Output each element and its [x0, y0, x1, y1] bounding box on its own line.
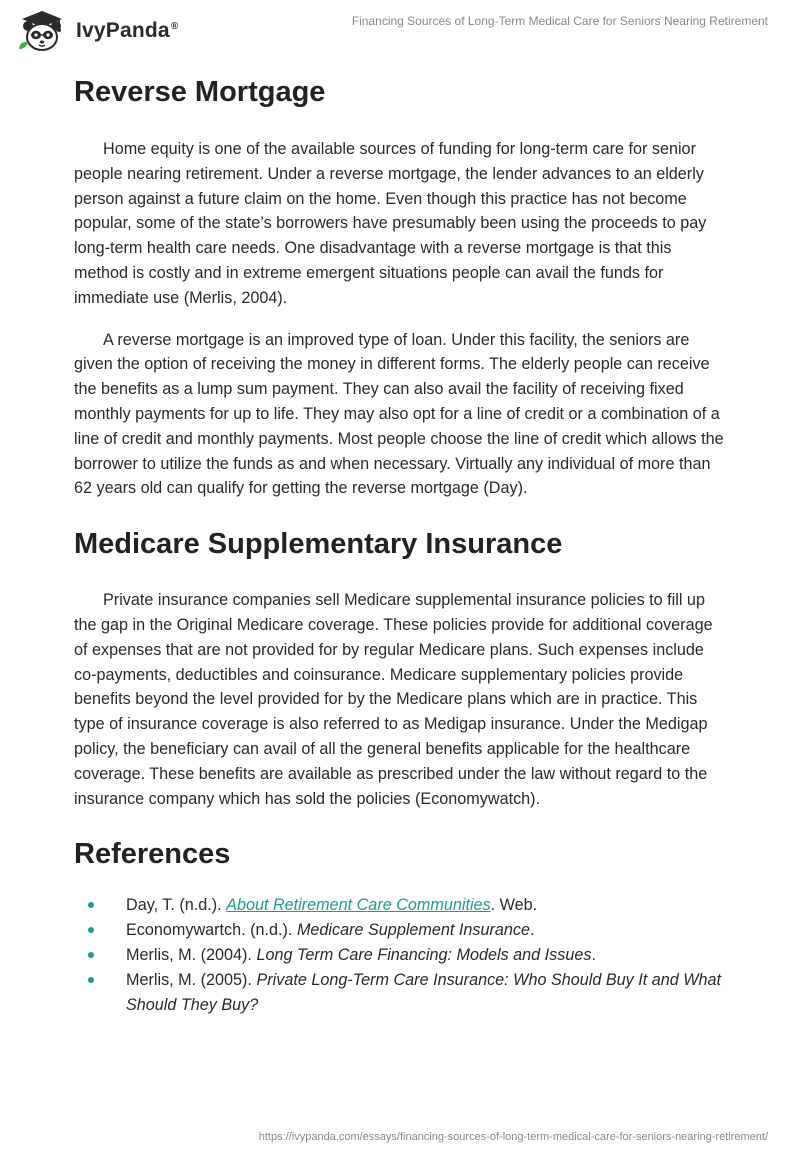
reference-item: Merlis, M. (2004). Long Term Care Financing: Models and Issues. — [74, 943, 726, 968]
document-title: Financing Sources of Long-Term Medical Care for Seniors Nearing Retirement — [351, 14, 768, 28]
footer-url[interactable]: https://ivypanda.com/essays/financing-sources-of-long-term-medical-care-for-seniors-nearing-retirement/ — [258, 1131, 768, 1143]
bullet-dot-icon — [88, 927, 94, 933]
bullet-dot-icon — [88, 902, 94, 908]
heading-medicare-supplementary: Medicare Supplementary Insurance — [74, 528, 563, 561]
reference-item: Day, T. (n.d.). About Retirement Care Communities. Web. — [74, 893, 726, 918]
paragraph-medicare-1: Private insurance companies sell Medicare supplemental insurance policies to fill up the gap in the Original Medicare coverage. These policies provide for additional coverage of expenses that are not provided for by regular Medicare plans. Such expenses include co-payments, deductibles and coinsurance. Medicare supplementary policies provide benefits beyond the level provided for by the Medicare plans which are in practice. This type of insurance coverage is also referred to as Medigap insurance. Under the Medigap policy, the beneficiary can avail of all the general benefits applicable for the healthcare coverage. These benefits are available as prescribed under the law without regard to the insurance company which has sold the policies (Economywatch). — [74, 591, 713, 808]
article-body — [74, 66, 726, 1017]
reference-link-retirement-care[interactable]: About Retirement Care Communities — [226, 896, 491, 915]
panda-logo-icon — [16, 9, 68, 53]
logo-wordmark: IvyPanda® — [76, 19, 179, 42]
reference-item: Economywartch. (n.d.). Medicare Supplement Insurance. — [74, 918, 726, 943]
page-header — [0, 0, 800, 60]
paragraph-reverse-mortgage-1: Home equity is one of the available sources of funding for long-term care for senior people nearing retirement. Under a reverse mortgage, the lender advances to an elderly person against a future claim on the home. Even though this practice has not become popular, some of the state’s borrowers have presumably been using the proceeds to pay long-term health care needs. One disadvantage with a reverse mortgage is that this method is costly and in extreme emergent situations people can avail the funds for immediate use (Merlis, 2004). — [74, 140, 707, 307]
paragraph-reverse-mortgage-2: A reverse mortgage is an improved type of loan. Under this facility, the seniors are given the option of receiving the money in different forms. The elderly people can receive the benefits as a lump sum payment. They can also avail the facility of receiving fixed monthly payments for up to life. They may also opt for a line of credit or a combination of a line of credit and monthly payments. Most people choose the line of credit which allows the borrower to utilize the funds as and when necessary. Virtually any individual of more than 62 years old can qualify for getting the reverse mortgage (Day). — [74, 330, 724, 498]
reference-item: Merlis, M. (2005). Private Long-Term Care Insurance: Who Should Buy It and What Should They Buy? — [74, 968, 726, 1018]
references-list — [74, 893, 726, 1017]
ivypanda-logo[interactable] — [16, 9, 178, 53]
heading-references: References — [74, 838, 231, 871]
heading-reverse-mortgage: Reverse Mortgage — [74, 76, 326, 108]
bullet-dot-icon — [88, 977, 94, 983]
bullet-dot-icon — [88, 952, 94, 958]
